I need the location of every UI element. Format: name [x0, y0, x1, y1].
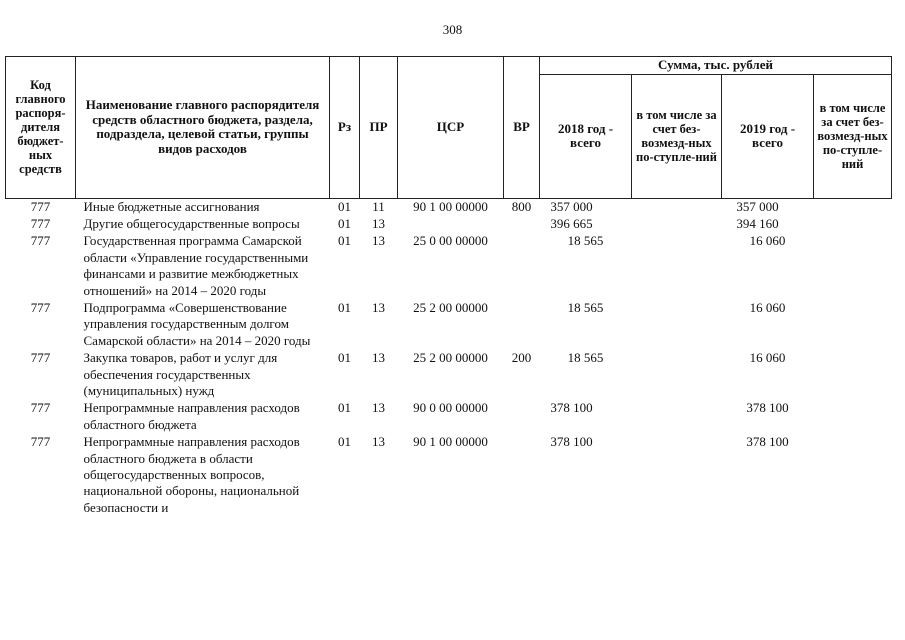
cell-2018-free	[632, 216, 722, 233]
cell-name: Непрограммные направления расходов областного бюджета в области общегосударственных вопросов, национальной обороны, национальной безопасности и	[83, 434, 300, 515]
cell-csr: 25 2 00 00000	[413, 299, 488, 315]
cell-vr	[504, 216, 540, 233]
cell-2018-free	[632, 300, 722, 350]
cell-rz: 01	[338, 233, 351, 249]
header-pr: ПР	[360, 57, 398, 199]
cell-csr: 25 2 00 00000	[413, 350, 488, 366]
cell-2019-free	[814, 233, 892, 300]
cell-code: 777	[30, 299, 51, 315]
cell-name: Закупка товаров, работ и услуг для обеспечения государственных (муниципальных) нужд	[83, 350, 278, 398]
budget-table	[5, 56, 892, 517]
cell-pr: 13	[372, 400, 385, 416]
cell-rz: 01	[338, 434, 351, 450]
cell-2019-total: 378 100	[746, 434, 789, 450]
cell-2019-free	[814, 350, 892, 400]
cell-2018-free	[632, 350, 722, 400]
cell-rz: 01	[338, 215, 351, 231]
cell-code: 777	[30, 400, 51, 416]
cell-vr	[504, 400, 540, 434]
header-2019-total: 2019 год - всего	[722, 74, 814, 198]
cell-pr: 13	[372, 299, 385, 315]
table-row	[6, 350, 892, 400]
cell-2018-total: 18 565	[567, 233, 604, 249]
cell-2019-total: 16 060	[749, 233, 786, 249]
cell-rz: 01	[338, 198, 351, 214]
cell-2018-total: 396 665	[550, 215, 593, 231]
cell-2018-free	[632, 198, 722, 216]
cell-pr: 13	[372, 350, 385, 366]
cell-csr: 25 0 00 00000	[413, 233, 488, 249]
cell-2018-total: 378 100	[550, 400, 593, 416]
cell-csr: 90 1 00 00000	[413, 434, 488, 450]
cell-2018-free	[632, 233, 722, 300]
cell-2019-total: 16 060	[749, 350, 786, 366]
cell-2019-total: 16 060	[749, 299, 786, 315]
cell-pr: 13	[372, 233, 385, 249]
cell-code: 777	[30, 215, 51, 231]
cell-2019-total: 394 160	[736, 215, 779, 231]
cell-rz: 01	[338, 400, 351, 416]
cell-name: Непрограммные направления расходов областного бюджета	[83, 400, 300, 432]
cell-vr	[504, 233, 540, 300]
cell-name: Государственная программа Самарской области «Управление государственными финансами и развитие межбюджетных отношений» на 2014 – 2020 годы	[83, 233, 309, 298]
cell-2018-total: 18 565	[567, 350, 604, 366]
cell-csr: 90 0 00 00000	[413, 400, 488, 416]
cell-2019-free	[814, 198, 892, 216]
cell-pr: 13	[372, 434, 385, 450]
cell-rz: 01	[338, 299, 351, 315]
cell-2018-free	[632, 434, 722, 517]
header-sum: Сумма, тыс. рублей	[540, 57, 892, 75]
header-name: Наименование главного распорядителя средств областного бюджета, раздела, подраздела, целевой статьи, группы видов расходов	[76, 57, 330, 199]
cell-2019-free	[814, 434, 892, 517]
cell-name: Подпрограмма «Совершенствование управления государственным долгом Самарской области» на 2014 – 2020 годы	[83, 299, 311, 348]
cell-name: Иные бюджетные ассигнования	[83, 198, 260, 214]
table-row	[6, 434, 892, 517]
cell-vr	[504, 434, 540, 517]
cell-pr: 11	[372, 198, 385, 214]
table-row	[6, 198, 892, 216]
cell-pr: 13	[372, 215, 385, 231]
header-rz: Рз	[330, 57, 360, 199]
table-row	[6, 300, 892, 350]
header-2019-free: в том числе за счет без-возмезд-ных по-ступле-ний	[814, 74, 892, 198]
cell-vr	[504, 300, 540, 350]
cell-2019-total: 357 000	[736, 198, 779, 214]
header-2018-free: в том числе за счет без-возмезд-ных по-ступле-ний	[632, 74, 722, 198]
header-row-top	[6, 57, 892, 75]
header-code: Код главного распоря-дителя бюджет-ных средств	[6, 57, 76, 199]
cell-vr: 800	[511, 198, 532, 214]
cell-vr: 200	[511, 350, 532, 366]
cell-2018-total: 357 000	[550, 198, 593, 214]
header-csr: ЦСР	[398, 57, 504, 199]
cell-2019-free	[814, 216, 892, 233]
table-row	[6, 233, 892, 300]
cell-2018-free	[632, 400, 722, 434]
header-2018-total: 2018 год - всего	[540, 74, 632, 198]
cell-code: 777	[30, 233, 51, 249]
cell-code: 777	[30, 434, 51, 450]
cell-code: 777	[30, 198, 51, 214]
cell-2018-total: 378 100	[550, 434, 593, 450]
cell-2018-total: 18 565	[567, 299, 604, 315]
cell-2019-total: 378 100	[746, 400, 789, 416]
header-vr: ВР	[504, 57, 540, 199]
cell-name: Другие общегосударственные вопросы	[83, 215, 300, 231]
page-number: 308	[442, 22, 463, 37]
table-row	[6, 216, 892, 233]
cell-csr: 90 1 00 00000	[413, 198, 488, 214]
cell-rz: 01	[338, 350, 351, 366]
table-row	[6, 400, 892, 434]
cell-2019-free	[814, 300, 892, 350]
cell-code: 777	[30, 350, 51, 366]
cell-2019-free	[814, 400, 892, 434]
cell-csr	[398, 216, 504, 233]
